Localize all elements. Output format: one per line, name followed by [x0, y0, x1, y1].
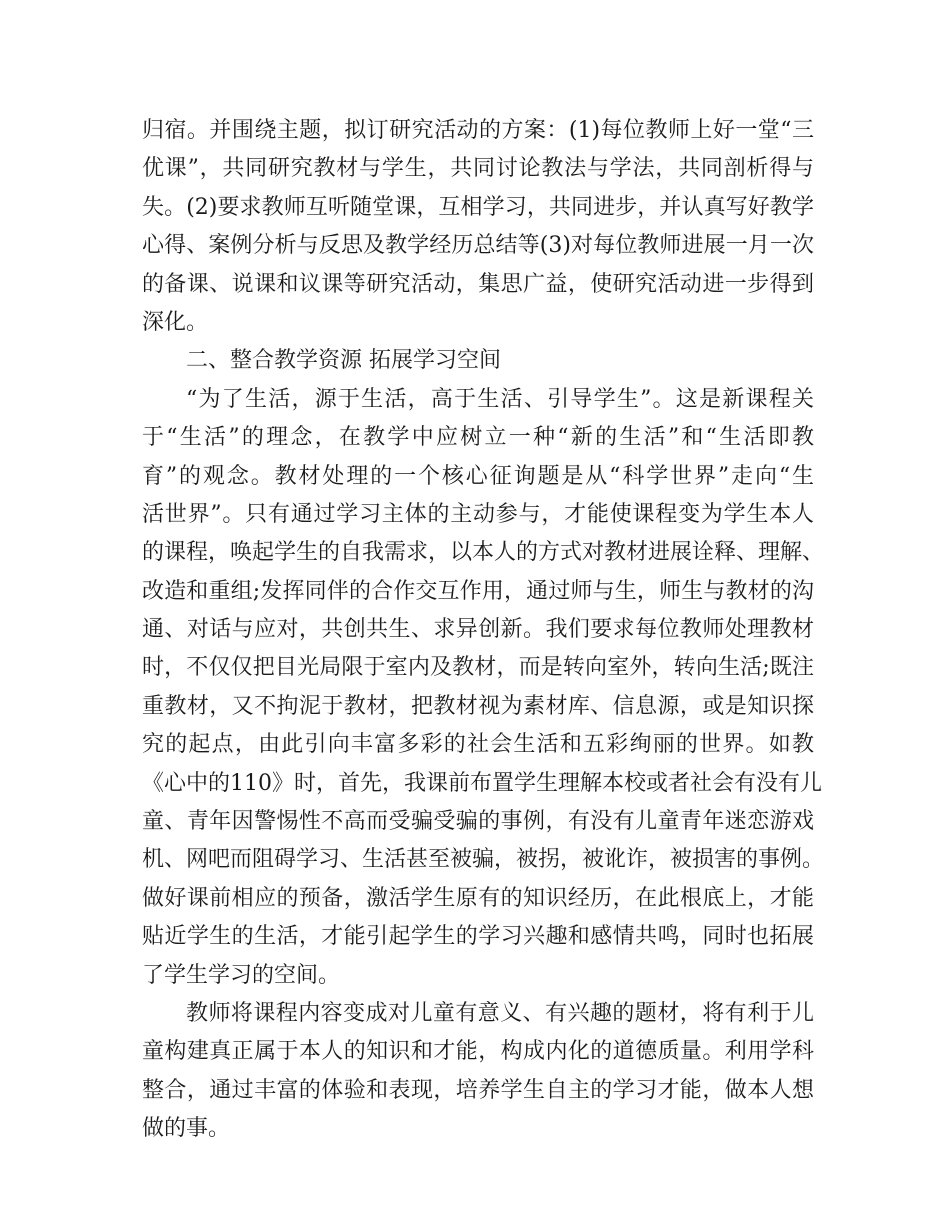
text-line: 贴近学生的生活，才能引起学生的学习兴趣和感情共鸣，同时也拓展: [142, 924, 814, 950]
text-line: 童、青年因警惕性不高而受骗受骗的事例，有没有儿童青年迷恋游戏: [142, 809, 814, 835]
text-line: 究的起点，由此引向丰富多彩的社会生活和五彩绚丽的世界。如教: [142, 732, 814, 758]
text-line: 童构建真正属于本人的知识和才能，构成内化的道德质量。利用学科: [142, 1039, 814, 1065]
text-line: 深化。: [142, 309, 209, 335]
text-line: 的备课、说课和议课等研究活动，集思广益，使研究活动进一步得到: [142, 271, 814, 297]
paragraph-life-education: [142, 381, 825, 995]
text-line: 优课”，共同研究教材与学生，共同讨论教法与学法，共同剖析得与: [142, 156, 814, 182]
text-line: 整合，通过丰富的体验和表现，培养学生自主的学习才能，做本人想: [142, 1077, 814, 1103]
text-line: 重教材，又不拘泥于教材，把教材视为素材库、信息源，或是知识探: [142, 693, 814, 719]
text-line: 做好课前相应的预备，激活学生原有的知识经历，在此根底上，才能: [142, 885, 814, 911]
text-line: “为了生活，源于生活，高于生活、引导学生”。这是新课程关: [186, 386, 814, 412]
text-line: 于“生活”的理念，在教学中应树立一种“新的生活”和“生活即教: [142, 425, 814, 451]
text-line: 教师将课程内容变成对儿童有意义、有兴趣的题材，将有利于儿: [186, 1000, 814, 1026]
paragraph-research-plan: [142, 112, 814, 342]
text-line: 做的事。: [142, 1116, 231, 1142]
text-line: 的课程，唤起学生的自我需求，以本人的方式对教材进展诠释、理解、: [142, 540, 825, 566]
text-line: 育”的观念。教材处理的一个核心征询题是从“科学世界”走向“生: [142, 463, 814, 489]
text-line: 《心中的110》时，首先，我课前布置学生理解本校或者社会有没有儿: [142, 770, 822, 796]
text-line: 归宿。并围绕主题，拟订研究活动的方案：(1)每位教师上好一堂“三: [142, 118, 814, 143]
text-line: 失。(2)要求教师互听随堂课，互相学习，共同进步，并认真写好教学: [142, 194, 814, 220]
document-body: [142, 112, 825, 1149]
text-line: 心得、案例分析与反思及教学经历总结等(3)对每位教师进展一月一次: [142, 233, 814, 259]
section-heading: 二、整合教学资源 拓展学习空间: [186, 348, 501, 374]
text-line: 通、对话与应对，共创共生、求异创新。我们要求每位教师处理教材: [142, 617, 814, 643]
text-line: 活世界”。只有通过学习主体的主动参与，才能使课程变为学生本人: [142, 501, 814, 527]
text-line: 了学生学习的空间。: [142, 962, 341, 988]
paragraph-course-content: [142, 995, 814, 1149]
text-line: 机、网吧而阻碍学习、生活甚至被骗，被拐，被讹诈，被损害的事例。: [142, 847, 825, 873]
text-line: 时，不仅仅把目光局限于室内及教材，而是转向室外，转向生活;既注: [142, 655, 814, 681]
text-line: 改造和重组;发挥同伴的合作交互作用，通过师与生，师生与教材的沟: [142, 578, 814, 604]
